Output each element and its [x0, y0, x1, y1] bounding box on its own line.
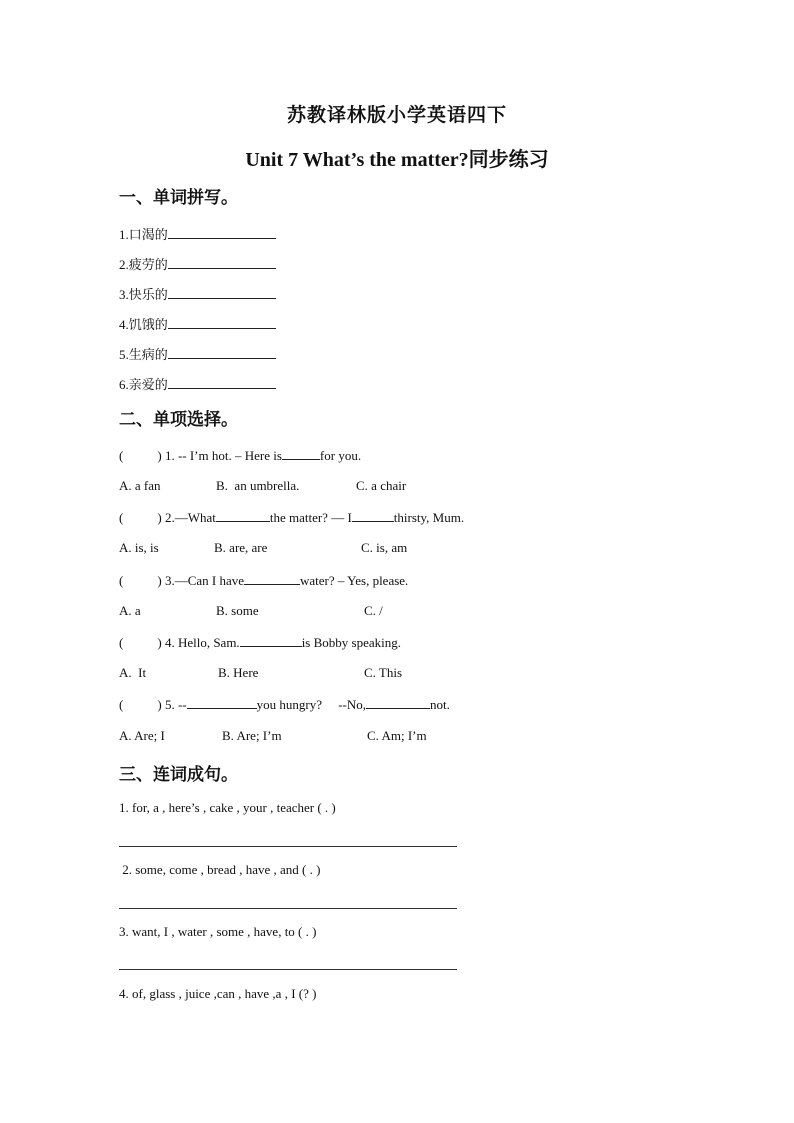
paren-close: ): [157, 697, 162, 712]
paren-close: ): [157, 448, 162, 463]
paren-open: (: [119, 635, 124, 650]
option-b: B. are, are: [214, 540, 268, 555]
answer-line[interactable]: [119, 846, 457, 847]
option-b: B. Here: [218, 665, 259, 680]
option-c: C. This: [364, 665, 403, 680]
paren-open: (: [119, 697, 124, 712]
sentence-item: 2. some, come , bread , have , and ( . ): [119, 862, 321, 877]
answer-blank[interactable]: [240, 634, 302, 647]
option-a: A. It: [119, 665, 147, 680]
question-text: water? – Yes, please.: [300, 573, 409, 588]
question-text: not.: [430, 697, 450, 712]
paren-close: ): [157, 510, 162, 525]
answer-blank[interactable]: [168, 286, 276, 299]
answer-blank[interactable]: [366, 696, 430, 709]
option-c: C. Am; I’m: [367, 728, 427, 743]
sentence-item: 4. of, glass , juice ,can , have ,a , I (? ): [119, 986, 317, 1001]
spelling-item: [119, 254, 276, 273]
chinese-word: 快乐的: [128, 287, 168, 302]
answer-line[interactable]: [119, 908, 457, 909]
spelling-item: [119, 374, 276, 393]
paren-open: (: [119, 448, 124, 463]
question-text: 2.—What: [164, 510, 216, 525]
answer-blank[interactable]: [168, 316, 276, 329]
section-heading-sentence: 三、连词成句。: [119, 765, 238, 785]
item-number: 2.: [119, 257, 129, 272]
item-number: 3.: [119, 287, 129, 302]
question-text: the matter? — I: [269, 510, 352, 525]
section-heading-spelling: 一、单词拼写。: [119, 188, 238, 208]
option-a: A. a fan: [119, 478, 161, 493]
answer-line[interactable]: [119, 969, 457, 970]
paren-open: (: [119, 510, 124, 525]
option-c: C. a chair: [356, 478, 407, 493]
spelling-item: [119, 284, 276, 303]
worksheet-subtitle: Unit 7 What’s the matter?同步练习: [245, 149, 549, 171]
answer-blank[interactable]: [187, 696, 257, 709]
question-text: 4. Hello, Sam.: [164, 635, 240, 650]
spelling-item: [119, 224, 276, 243]
chinese-word: 口渴的: [128, 227, 168, 242]
question-text: for you.: [319, 448, 362, 463]
item-number: 6.: [119, 377, 129, 392]
question-stem: [119, 634, 401, 651]
item-number: 5.: [119, 347, 129, 362]
question-stem: [119, 509, 464, 526]
paren-open: (: [119, 573, 124, 588]
option-a: A. Are; I: [119, 728, 165, 743]
question-stem: [119, 572, 408, 589]
spelling-item: [119, 314, 276, 333]
sentence-item: 1. for, a , here’s , cake , your , teacher ( . ): [119, 800, 336, 815]
chinese-word: 疲劳的: [128, 257, 168, 272]
question-text: thirsty, Mum.: [393, 510, 465, 525]
option-c: C. /: [364, 603, 383, 618]
sentence-item: 3. want, I , water , some , have, to ( . ): [119, 924, 317, 939]
option-b: B. some: [216, 603, 259, 618]
option-c: C. is, am: [361, 540, 408, 555]
section-heading-choice: 二、单项选择。: [119, 410, 238, 430]
chinese-word: 饥饿的: [128, 317, 168, 332]
option-b: B. an umbrella.: [216, 478, 300, 493]
question-text: 1. -- I’m hot. – Here is: [164, 448, 282, 463]
spelling-item: [119, 344, 276, 363]
option-b: B. Are; I’m: [222, 728, 282, 743]
answer-blank[interactable]: [216, 509, 270, 522]
answer-blank[interactable]: [282, 447, 320, 460]
paren-close: ): [157, 573, 162, 588]
answer-blank[interactable]: [168, 346, 276, 359]
answer-blank[interactable]: [244, 572, 300, 585]
option-a: A. a: [119, 603, 141, 618]
item-number: 1.: [119, 227, 129, 242]
answer-blank[interactable]: [352, 509, 394, 522]
answer-blank[interactable]: [168, 226, 276, 239]
option-a: A. is, is: [119, 540, 159, 555]
question-stem: [119, 696, 450, 713]
paren-close: ): [157, 635, 162, 650]
answer-blank[interactable]: [168, 376, 276, 389]
question-stem: [119, 447, 361, 464]
chinese-word: 生病的: [128, 347, 168, 362]
worksheet-title: 苏教译林版小学英语四下: [286, 104, 507, 126]
chinese-word: 亲爱的: [128, 377, 168, 392]
question-text: 5. --: [164, 697, 187, 712]
item-number: 4.: [119, 317, 129, 332]
answer-blank[interactable]: [168, 256, 276, 269]
question-text: is Bobby speaking.: [301, 635, 401, 650]
question-text: you hungry? --No,: [256, 697, 367, 712]
question-text: 3.—Can I have: [164, 573, 244, 588]
